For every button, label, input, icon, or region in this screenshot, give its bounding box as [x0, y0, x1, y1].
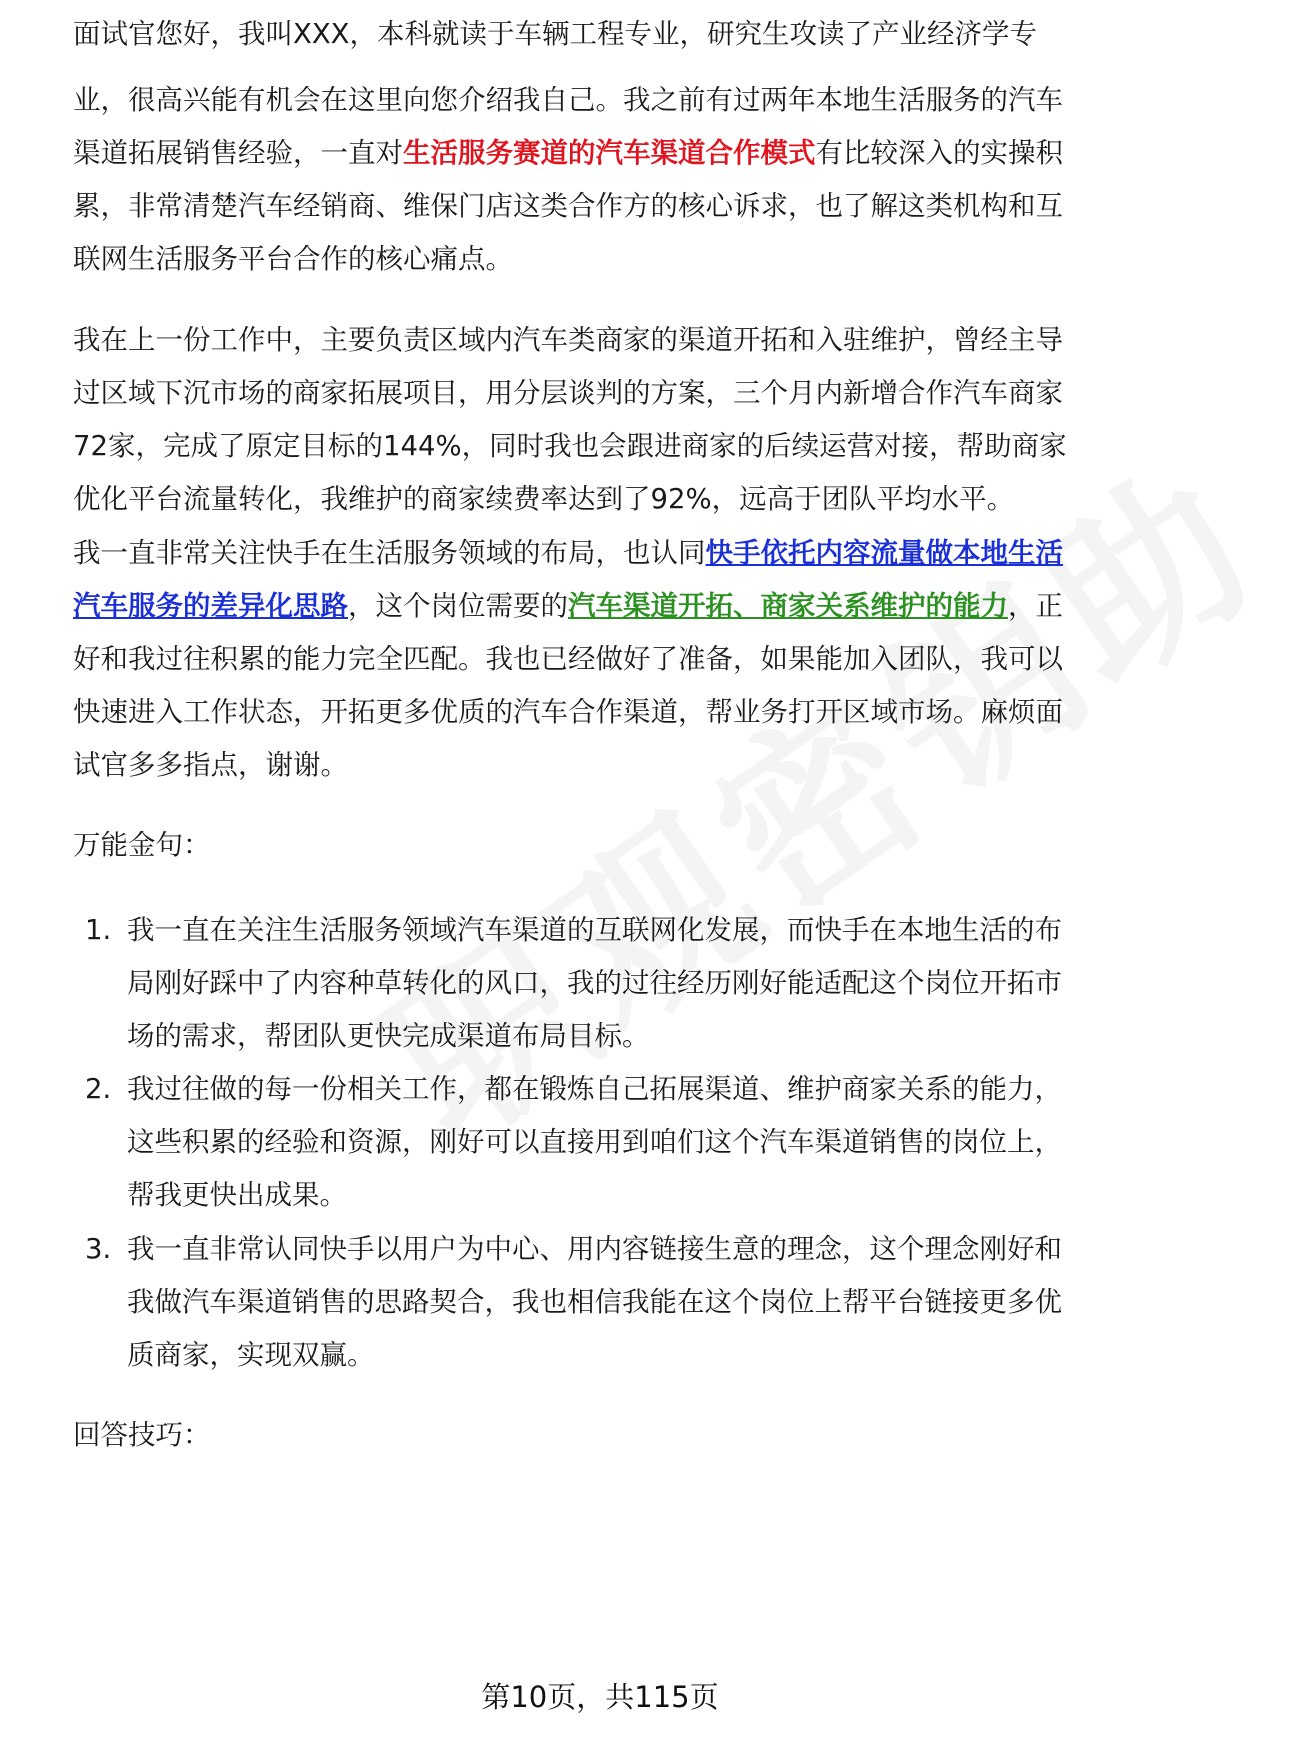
intro-text: 渠道拓展销售经验，一直对 [73, 137, 403, 169]
list-item-2-line-1: 这些积累的经验和资源，刚好可以直接用到咱们这个汽车渠道销售的岗位上， [127, 1126, 1062, 1158]
intro-line-4: 联网生活服务平台合作的核心痛点。 [73, 243, 513, 275]
motivation-line-1 [73, 533, 1063, 573]
motivation-text: ，正 [1008, 590, 1063, 622]
motivation-text: ，这个岗位需要的 [348, 590, 568, 622]
list-item-2-line-0: 我过往做的每一份相关工作，都在锻炼自己拓展渠道、维护商家关系的能力， [127, 1073, 1062, 1105]
experience-line-0: 我在上一份工作中，主要负责区域内汽车类商家的渠道开拓和入驻维护，曾经主导 [73, 324, 1063, 356]
list-item-1-line-0: 我一直在关注生活服务领域汽车渠道的互联网化发展，而快手在本地生活的布 [127, 914, 1062, 946]
intro-line-3: 累，非常清楚汽车经销商、维保门店这类合作方的核心诉求，也了解这类机构和互 [73, 190, 1063, 222]
motivation-text: 我一直非常关注快手在生活服务领域的布局，也认同 [73, 537, 706, 569]
motivation-line-4: 快速进入工作状态，开拓更多优质的汽车合作渠道，帮业务打开区域市场。麻烦面 [73, 696, 1063, 728]
highlight-green-phrase: 汽车渠道开拓、商家关系维护的能力 [568, 590, 1008, 622]
intro-line-0: 面试官您好，我叫XXX，本科就读于车辆工程专业，研究生攻读了产业经济学专 [73, 18, 1038, 50]
list-item-3-line-0: 我一直非常认同快手以用户为中心、用内容链接生意的理念，这个理念刚好和 [127, 1233, 1062, 1265]
intro-line-cut [73, 18, 1038, 54]
intro-line-2 [73, 133, 1063, 173]
motivation-line-5: 试官多多指点，谢谢。 [73, 749, 348, 781]
list-item-3-line-2: 质商家，实现双赢。 [127, 1339, 375, 1371]
page-footer: 第10页，共115页 [481, 1680, 719, 1714]
tips-heading: 回答技巧： [73, 1419, 211, 1451]
list-item-1-line-2: 场的需求，帮团队更快完成渠道布局目标。 [127, 1020, 650, 1052]
highlight-red-phrase: 生活服务赛道的汽车渠道合作模式 [403, 137, 816, 169]
motivation-line-3: 好和我过往积累的能力完全匹配。我也已经做好了准备，如果能加入团队，我可以 [73, 643, 1063, 675]
intro-text: 有比较深入的实操积 [815, 137, 1063, 169]
list-number: 3. [85, 1233, 112, 1265]
golden-heading: 万能金句： [73, 829, 211, 861]
list-item-1-line-1: 局刚好踩中了内容种草转化的风口，我的过往经历刚好能适配这个岗位开拓市 [127, 967, 1062, 999]
list-number: 1. [85, 914, 112, 946]
list-item-2-line-2: 帮我更快出成果。 [127, 1179, 347, 1211]
motivation-line-2 [73, 586, 1063, 626]
highlight-blue-phrase: 汽车服务的差异化思路 [73, 590, 348, 622]
experience-line-3: 优化平台流量转化，我维护的商家续费率达到了92%，远高于团队平均水平。 [73, 483, 1015, 515]
list-number: 2. [85, 1073, 112, 1105]
highlight-blue-phrase: 快手依托内容流量做本地生活 [705, 537, 1063, 569]
experience-line-1: 过区域下沉市场的商家拓展项目，用分层谈判的方案，三个月内新增合作汽车商家 [73, 377, 1063, 409]
list-item-3-line-1: 我做汽车渠道销售的思路契合，我也相信我能在这个岗位上帮平台链接更多优 [127, 1286, 1062, 1318]
experience-line-2: 72家，完成了原定目标的144%，同时我也会跟进商家的后续运营对接，帮助商家 [73, 430, 1067, 462]
intro-line-1: 业，很高兴能有机会在这里向您介绍我自己。我之前有过两年本地生活服务的汽车 [73, 84, 1063, 116]
